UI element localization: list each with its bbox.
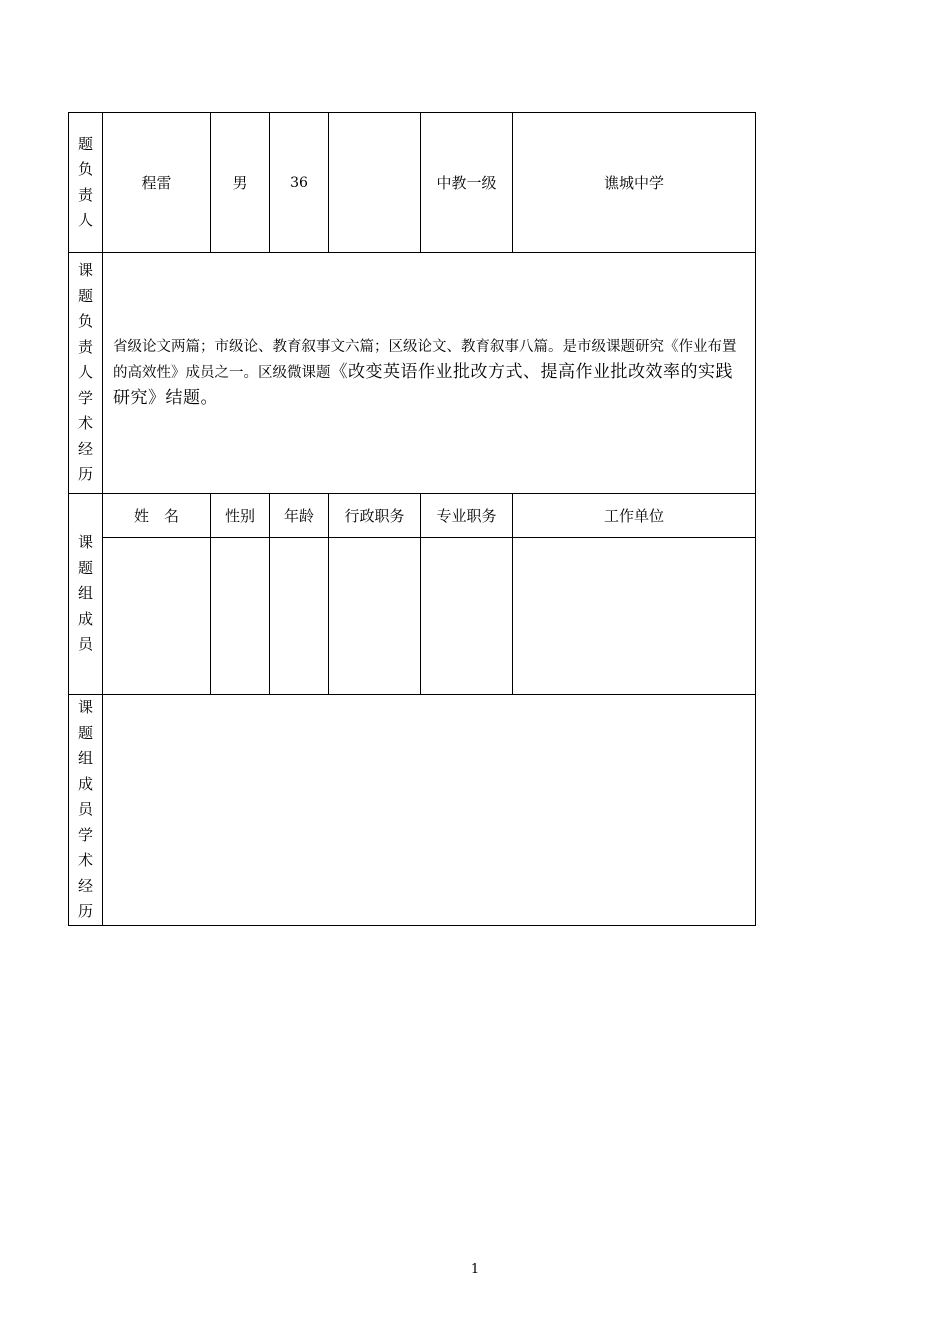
leader-row-label: 题 负 责 人 bbox=[69, 113, 103, 253]
leader-experience-text bbox=[103, 253, 756, 494]
leader-work-unit-cell: 谯城中学 bbox=[513, 113, 756, 253]
leader-age-cell: 36 bbox=[270, 113, 329, 253]
header-age: 年龄 bbox=[270, 494, 329, 538]
member-name-cell bbox=[103, 538, 211, 695]
header-professional-title: 专业职务 bbox=[421, 494, 513, 538]
member-admin-post-cell bbox=[329, 538, 421, 695]
members-experience-row bbox=[69, 695, 756, 926]
header-name: 姓 名 bbox=[103, 494, 211, 538]
leader-experience-row bbox=[69, 253, 756, 494]
members-label: 课 题 组 成 员 bbox=[69, 494, 103, 695]
member-gender-cell bbox=[211, 538, 270, 695]
member-age-cell bbox=[270, 538, 329, 695]
header-admin-post: 行政职务 bbox=[329, 494, 421, 538]
leader-admin-post-cell bbox=[329, 113, 421, 253]
leader-experience-text-large: 《改变英语作业批改方式、提高作业批改效率的实践研究》结题。 bbox=[113, 361, 733, 408]
members-data-row bbox=[69, 538, 756, 695]
member-work-unit-cell bbox=[513, 538, 756, 695]
leader-name-cell: 程雷 bbox=[103, 113, 211, 253]
leader-gender-cell: 男 bbox=[211, 113, 270, 253]
leader-professional-title-cell: 中教一级 bbox=[421, 113, 513, 253]
members-header-row bbox=[69, 494, 756, 538]
header-gender: 性别 bbox=[211, 494, 270, 538]
members-experience-label: 课 题 组 成 员 学 术 经 历 bbox=[69, 695, 103, 926]
page-number: 1 bbox=[470, 1262, 480, 1277]
member-professional-title-cell bbox=[421, 538, 513, 695]
header-work-unit: 工作单位 bbox=[513, 494, 756, 538]
leader-row bbox=[69, 113, 756, 253]
members-experience-text bbox=[103, 695, 756, 926]
leader-experience-text-small: 省级论文两篇；市级论、教育叙事文六篇；区级论文、教育叙事八篇。是市级课题研究《作业布置的高效性》成员之一。区级微课题 bbox=[113, 338, 737, 381]
application-form-table bbox=[68, 112, 756, 926]
leader-experience-label: 课 题 负 责 人 学 术 经 历 bbox=[69, 253, 103, 494]
